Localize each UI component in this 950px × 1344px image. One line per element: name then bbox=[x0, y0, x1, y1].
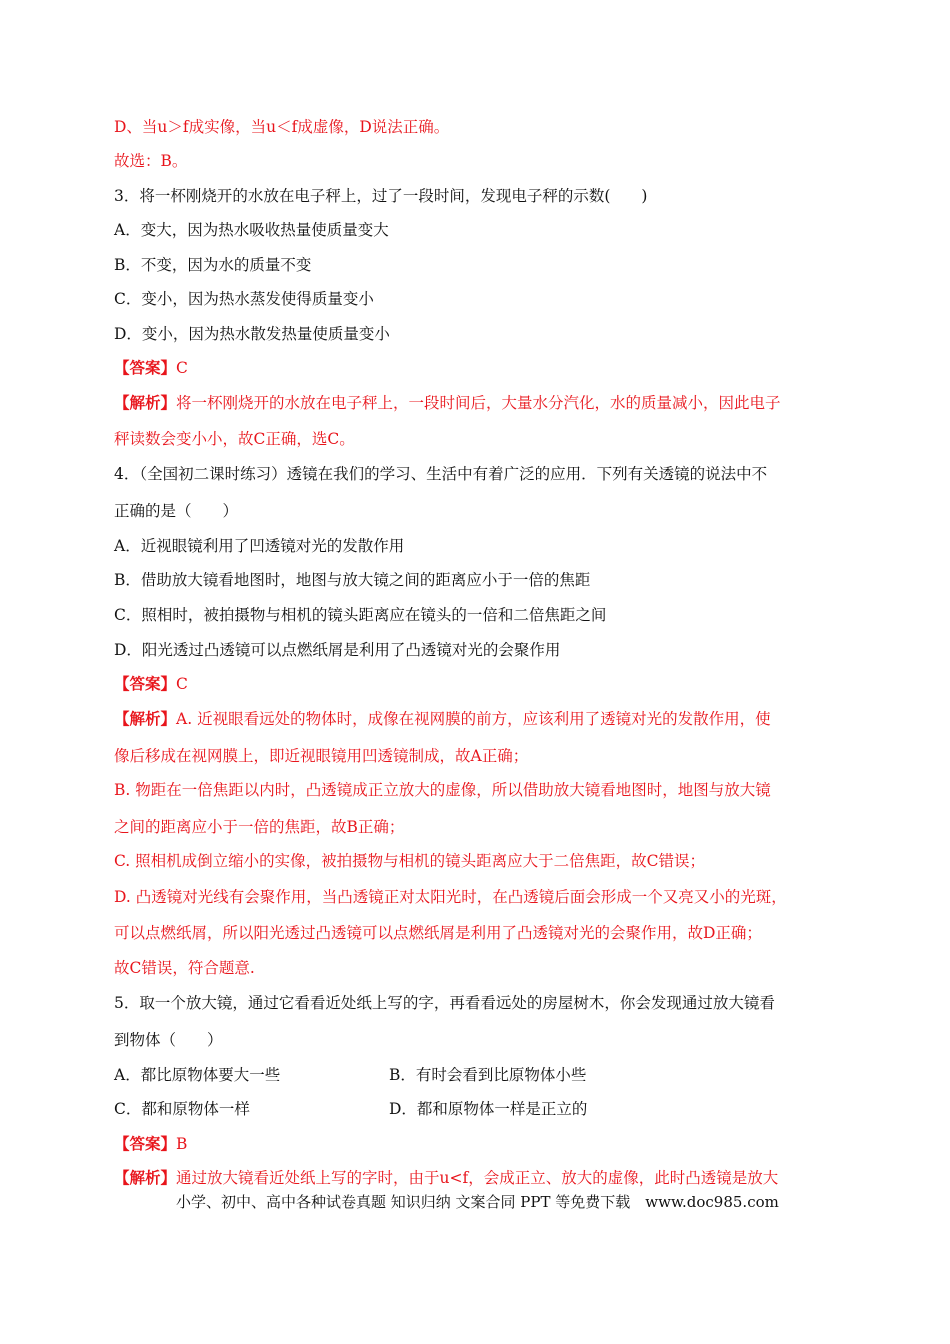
q4-analysis-line: 可以点燃纸屑，所以阳光透过凸透镜可以点燃纸屑是利用了凸透镜对光的会聚作用，故D正确； bbox=[114, 924, 762, 942]
answer-label: 【答案】 bbox=[114, 358, 177, 377]
q4-option-b: B．借助放大镜看地图时，地图与放大镜之间的距离应小于一倍的焦距 bbox=[114, 571, 591, 589]
explanation-line: D、当u＞f成实像，当u＜f成虚像，D说法正确。 bbox=[114, 118, 450, 136]
q4-answer bbox=[114, 674, 188, 694]
analysis-label: 【解析】 bbox=[114, 393, 177, 412]
answer-label: 【答案】 bbox=[114, 1134, 177, 1153]
answer-value: C bbox=[176, 675, 188, 693]
q5-option-b: B．有时会看到比原物体小些 bbox=[389, 1066, 587, 1084]
answer-value: B bbox=[176, 1135, 188, 1153]
answer-label: 【答案】 bbox=[114, 674, 177, 693]
analysis-label: 【解析】 bbox=[114, 709, 177, 728]
q4-analysis-line: D. 凸透镜对光线有会聚作用，当凸透镜正对太阳光时，在凸透镜后面会形成一个又亮又小的光斑， bbox=[114, 888, 787, 906]
q3-analysis-cont: 秤读数会变小小，故C正确，选C。 bbox=[114, 430, 355, 448]
q5-option-d: D．都和原物体一样是正立的 bbox=[389, 1100, 588, 1118]
q3-option-d: D．变小，因为热水散发热量使质量变小 bbox=[114, 325, 390, 343]
q4-analysis-line: 像后移成在视网膜上，即近视眼镜用凹透镜制成，故A正确； bbox=[114, 747, 529, 765]
q3-option-c: C．变小，因为热水蒸发使得质量变小 bbox=[114, 290, 374, 308]
q3-option-b: B．不变，因为水的质量不变 bbox=[114, 256, 312, 274]
q5-option-c: C．都和原物体一样 bbox=[114, 1100, 250, 1118]
question-4-stem-cont: 正确的是（ ） bbox=[114, 502, 239, 520]
q4-option-c: C．照相时，被拍摄物与相机的镜头距离应在镜头的一倍和二倍焦距之间 bbox=[114, 606, 607, 624]
q5-answer bbox=[114, 1134, 187, 1154]
q5-option-a: A．都比原物体要大一些 bbox=[114, 1066, 281, 1084]
q4-option-a: A．近视眼镜利用了凹透镜对光的发散作用 bbox=[114, 537, 405, 555]
q4-analysis bbox=[114, 709, 771, 729]
q4-analysis-line: 故C错误，符合题意. bbox=[114, 959, 255, 977]
q4-analysis-line: B. 物距在一倍焦距以内时，凸透镜成正立放大的虚像，所以借助放大镜看地图时，地图与放大镜 bbox=[114, 781, 771, 799]
analysis-text: 通过放大镜看近处纸上写的字时，由于u<f，会成正立、放大的虚像，此时凸透镜是放大 bbox=[176, 1169, 779, 1187]
q4-option-d: D．阳光透过凸透镜可以点燃纸屑是利用了凸透镜对光的会聚作用 bbox=[114, 641, 561, 659]
q3-answer bbox=[114, 358, 188, 378]
analysis-text: 将一杯刚烧开的水放在电子秤上，一段时间后，大量水分汽化，水的质量减小，因此电子 bbox=[176, 394, 781, 412]
analysis-label: 【解析】 bbox=[114, 1168, 177, 1187]
q4-analysis-line: C. 照相机成倒立缩小的实像，被拍摄物与相机的镜头距离应大于二倍焦距，故C错误； bbox=[114, 852, 706, 870]
choice-line: 故选：B。 bbox=[114, 152, 188, 170]
answer-value: C bbox=[176, 359, 188, 377]
q4-analysis-line: 之间的距离应小于一倍的焦距，故B正确； bbox=[114, 818, 405, 836]
question-3-stem: 3．将一杯刚烧开的水放在电子秤上，过了一段时间，发现电子秤的示数( ) bbox=[114, 187, 648, 205]
q3-option-a: A．变大，因为热水吸收热量使质量变大 bbox=[114, 221, 389, 239]
question-5-stem: 5．取一个放大镜，通过它看看近处纸上写的字，再看看远处的房屋树木，你会发现通过放大镜看 bbox=[114, 994, 775, 1012]
page-footer: 小学、初中、高中各种试卷真题 知识归纳 文案合同 PPT 等免费下载 www.doc985.com bbox=[176, 1193, 779, 1211]
q5-analysis bbox=[114, 1168, 778, 1188]
q3-analysis bbox=[114, 393, 781, 413]
question-5-stem-cont: 到物体（ ） bbox=[114, 1031, 223, 1049]
analysis-text: A. 近视眼看远处的物体时，成像在视网膜的前方，应该利用了透镜对光的发散作用，使 bbox=[176, 710, 771, 728]
question-4-stem: 4．（全国初二课时练习）透镜在我们的学习、生活中有着广泛的应用．下列有关透镜的说法中不 bbox=[114, 465, 768, 483]
